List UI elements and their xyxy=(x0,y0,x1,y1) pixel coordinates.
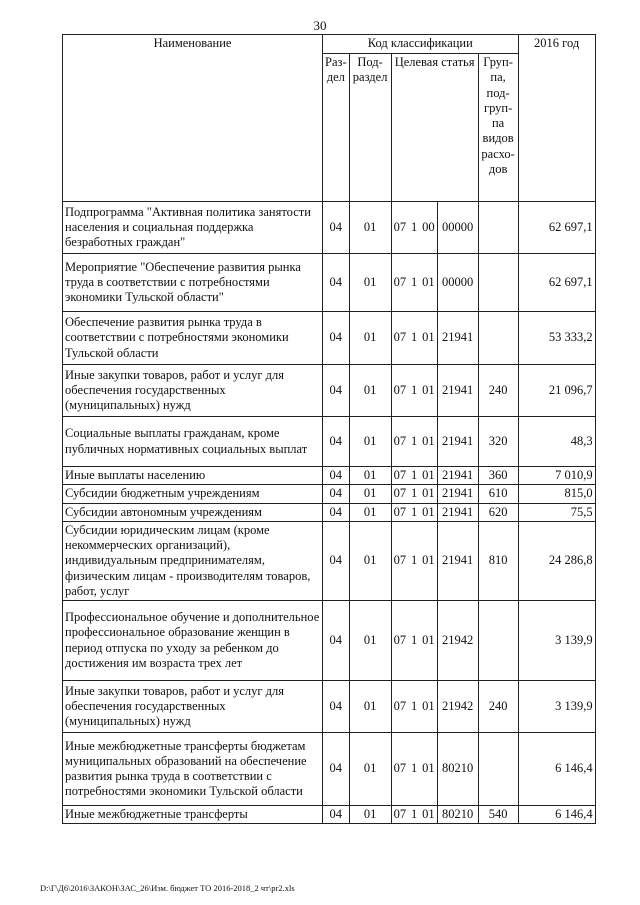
row-target-program: 07 xyxy=(391,806,408,824)
row-razdel: 04 xyxy=(323,601,350,681)
row-name: Социальные выплаты гражданам, кроме публичных нормативных социальных выплат xyxy=(63,417,323,467)
row-target-event: 01 xyxy=(420,467,437,485)
row-target-program: 07 xyxy=(391,312,408,365)
row-target-direction: 21941 xyxy=(437,503,478,521)
row-target-program: 07 xyxy=(391,202,408,254)
row-target-subprogram: 1 xyxy=(408,417,420,467)
row-target-direction: 21941 xyxy=(437,312,478,365)
row-expense-group xyxy=(478,254,518,312)
row-target-event: 01 xyxy=(420,806,437,824)
row-target-program: 07 xyxy=(391,521,408,600)
row-expense-group: 540 xyxy=(478,806,518,824)
row-target-program: 07 xyxy=(391,733,408,806)
row-razdel: 04 xyxy=(323,806,350,824)
row-razdel: 04 xyxy=(323,521,350,600)
row-target-direction: 21941 xyxy=(437,467,478,485)
row-target-event: 00 xyxy=(420,202,437,254)
row-target-program: 07 xyxy=(391,467,408,485)
row-amount: 6 146,4 xyxy=(518,733,595,806)
row-name: Субсидии бюджетным учреждениям xyxy=(63,485,323,503)
row-razdel: 04 xyxy=(323,733,350,806)
table-row xyxy=(63,485,596,503)
row-expense-group: 240 xyxy=(478,681,518,733)
row-expense-group: 610 xyxy=(478,485,518,503)
budget-table xyxy=(62,34,596,824)
row-target-direction: 21941 xyxy=(437,521,478,600)
row-target-direction: 00000 xyxy=(437,202,478,254)
row-amount: 21 096,7 xyxy=(518,365,595,417)
row-target-direction: 21942 xyxy=(437,601,478,681)
row-name: Субсидии автономным учреждениям xyxy=(63,503,323,521)
row-target-subprogram: 1 xyxy=(408,503,420,521)
page-number: 30 xyxy=(313,18,327,33)
row-target-event: 01 xyxy=(420,733,437,806)
row-amount: 3 139,9 xyxy=(518,601,595,681)
row-target-direction: 00000 xyxy=(437,254,478,312)
row-amount: 75,5 xyxy=(518,503,595,521)
table-row xyxy=(63,521,596,600)
row-name: Подпрограмма "Активная политика занятости населения и социальная поддержка безработных граждан" xyxy=(63,202,323,254)
row-podrazdel: 01 xyxy=(349,467,391,485)
row-target-subprogram: 1 xyxy=(408,485,420,503)
header-code: Код классификации xyxy=(323,35,519,54)
row-target-subprogram: 1 xyxy=(408,312,420,365)
table-row xyxy=(63,254,596,312)
row-amount: 7 010,9 xyxy=(518,467,595,485)
row-razdel: 04 xyxy=(323,202,350,254)
row-amount: 48,3 xyxy=(518,417,595,467)
row-target-subprogram: 1 xyxy=(408,467,420,485)
header-year: 2016 год xyxy=(518,35,595,202)
row-razdel: 04 xyxy=(323,681,350,733)
row-target-event: 01 xyxy=(420,312,437,365)
row-podrazdel: 01 xyxy=(349,202,391,254)
table-row xyxy=(63,467,596,485)
row-razdel: 04 xyxy=(323,485,350,503)
row-name: Мероприятие "Обеспечение развития рынка труда в соответствии с потребностями экономики Тульской области" xyxy=(63,254,323,312)
row-expense-group xyxy=(478,312,518,365)
row-expense-group xyxy=(478,601,518,681)
table-row xyxy=(63,417,596,467)
table-row xyxy=(63,601,596,681)
row-target-event: 01 xyxy=(420,681,437,733)
row-target-event: 01 xyxy=(420,521,437,600)
row-amount: 3 139,9 xyxy=(518,681,595,733)
row-target-direction: 21941 xyxy=(437,417,478,467)
row-amount: 815,0 xyxy=(518,485,595,503)
row-target-program: 07 xyxy=(391,681,408,733)
row-target-program: 07 xyxy=(391,485,408,503)
row-target-event: 01 xyxy=(420,365,437,417)
row-target-program: 07 xyxy=(391,417,408,467)
row-expense-group xyxy=(478,733,518,806)
header-target: Целевая статья xyxy=(391,54,478,202)
table-row xyxy=(63,202,596,254)
row-name: Иные закупки товаров, работ и услуг для обеспечения государственных (муниципальных) нужд xyxy=(63,365,323,417)
row-podrazdel: 01 xyxy=(349,365,391,417)
row-razdel: 04 xyxy=(323,417,350,467)
row-amount: 6 146,4 xyxy=(518,806,595,824)
header-razdel: Раз-дел xyxy=(323,54,350,202)
row-target-subprogram: 1 xyxy=(408,254,420,312)
row-target-subprogram: 1 xyxy=(408,365,420,417)
row-podrazdel: 01 xyxy=(349,417,391,467)
row-amount: 53 333,2 xyxy=(518,312,595,365)
row-name: Субсидии юридическим лицам (кроме некоммерческих организаций), индивидуальным предпринимателям, физическим лицам - производителям товаров, работ, услуг xyxy=(63,521,323,600)
row-target-program: 07 xyxy=(391,254,408,312)
row-target-program: 07 xyxy=(391,601,408,681)
table-row xyxy=(63,365,596,417)
table-row xyxy=(63,312,596,365)
row-name: Профессиональное обучение и дополнительное профессиональное образование женщин в период отпуска по уходу за ребенком до достижения им возраста трех лет xyxy=(63,601,323,681)
table-row xyxy=(63,681,596,733)
table-row xyxy=(63,503,596,521)
row-name: Иные закупки товаров, работ и услуг для обеспечения государственных (муниципальных) нужд xyxy=(63,681,323,733)
table-row xyxy=(63,806,596,824)
row-name: Иные межбюджетные трансферты xyxy=(63,806,323,824)
table-body xyxy=(63,202,596,824)
row-target-direction: 21942 xyxy=(437,681,478,733)
row-target-subprogram: 1 xyxy=(408,681,420,733)
row-expense-group: 360 xyxy=(478,467,518,485)
row-target-event: 01 xyxy=(420,417,437,467)
row-razdel: 04 xyxy=(323,467,350,485)
row-target-direction: 80210 xyxy=(437,733,478,806)
header-group: Груп-па, под-груп-па видов расхо-дов xyxy=(478,54,518,202)
row-amount: 62 697,1 xyxy=(518,254,595,312)
row-target-program: 07 xyxy=(391,503,408,521)
row-razdel: 04 xyxy=(323,503,350,521)
header-name: Наименование xyxy=(63,35,323,202)
row-target-direction: 21941 xyxy=(437,365,478,417)
row-razdel: 04 xyxy=(323,365,350,417)
row-target-subprogram: 1 xyxy=(408,202,420,254)
row-name: Обеспечение развития рынка труда в соответствии с потребностями экономики Тульской области xyxy=(63,312,323,365)
row-target-direction: 21941 xyxy=(437,485,478,503)
row-target-subprogram: 1 xyxy=(408,806,420,824)
row-target-subprogram: 1 xyxy=(408,733,420,806)
row-podrazdel: 01 xyxy=(349,312,391,365)
row-expense-group: 810 xyxy=(478,521,518,600)
row-target-program: 07 xyxy=(391,365,408,417)
row-target-event: 01 xyxy=(420,485,437,503)
header-podrazdel: Под-раздел xyxy=(349,54,391,202)
row-podrazdel: 01 xyxy=(349,503,391,521)
table-row xyxy=(63,733,596,806)
row-name: Иные выплаты населению xyxy=(63,467,323,485)
row-razdel: 04 xyxy=(323,312,350,365)
row-target-event: 01 xyxy=(420,503,437,521)
row-expense-group: 240 xyxy=(478,365,518,417)
row-podrazdel: 01 xyxy=(349,254,391,312)
row-expense-group xyxy=(478,202,518,254)
row-target-event: 01 xyxy=(420,254,437,312)
row-razdel: 04 xyxy=(323,254,350,312)
row-podrazdel: 01 xyxy=(349,733,391,806)
row-podrazdel: 01 xyxy=(349,681,391,733)
row-podrazdel: 01 xyxy=(349,485,391,503)
row-target-event: 01 xyxy=(420,601,437,681)
row-amount: 24 286,8 xyxy=(518,521,595,600)
row-amount: 62 697,1 xyxy=(518,202,595,254)
row-name: Иные межбюджетные трансферты бюджетам муниципальных образований на обеспечение развития рынка труда в соответствии с потребностями экономики Тульской области xyxy=(63,733,323,806)
file-path: D:\Г\Д6\2016\ЗАКОН\ЗАС_26\Изм. бюджет ТО 2016-2018_2 чт\pr2.xls xyxy=(40,883,295,893)
row-expense-group: 620 xyxy=(478,503,518,521)
row-podrazdel: 01 xyxy=(349,601,391,681)
row-target-subprogram: 1 xyxy=(408,601,420,681)
row-expense-group: 320 xyxy=(478,417,518,467)
row-podrazdel: 01 xyxy=(349,806,391,824)
row-podrazdel: 01 xyxy=(349,521,391,600)
row-target-direction: 80210 xyxy=(437,806,478,824)
row-target-subprogram: 1 xyxy=(408,521,420,600)
